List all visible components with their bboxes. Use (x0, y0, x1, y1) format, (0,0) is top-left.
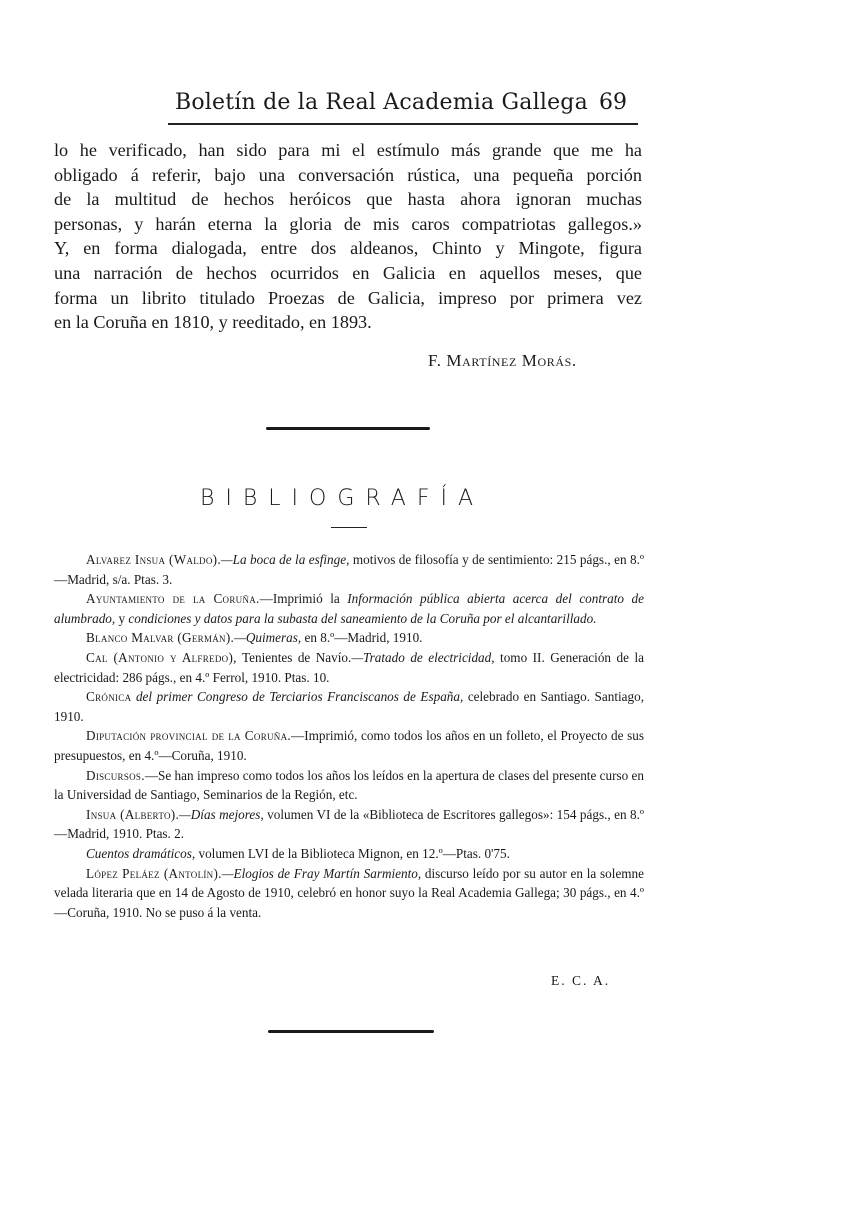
text-line: Y, en forma dialogada, entre dos aldeanos, Chinto y Mingote, figura (54, 238, 642, 259)
section-divider (266, 427, 430, 430)
entry-details: discurso leído por su autor en la solemne velada literaria que en 14 de Agosto de 1910, celebró en honor suyo la Real Academia Gallega; 30 págs., en 4.º—Coruña, 1910. No se puso á la venta. (54, 865, 644, 920)
entry-title: condiciones y datos para la subasta del saneamiento de la Coruña por el alcantarillado. (128, 610, 597, 626)
entry-details: volumen LVI de la Biblioteca Mignon, en 12.º—Ptas. 0'75. (195, 845, 510, 861)
entry-title: —La boca de la esfinge, (220, 552, 350, 567)
entry-author: Blanco Malvar (Germán). (86, 630, 235, 646)
entry-author: López Peláez (Antolín). (86, 865, 222, 881)
entry-details: en 8.º—Madrid, 1910. (301, 630, 423, 646)
text-line: forma un librito titulado Proezas de Galicia, impreso por primera vez (54, 287, 642, 308)
article-text (54, 138, 642, 335)
bibliography-entry (54, 766, 644, 805)
entry-details: celebrado en Santiago. Santiago, 1910. (54, 689, 645, 724)
entry-author: Discursos. (86, 767, 145, 783)
text-line: obligado á referir, bajo una conversación rústica, una pequeña porción (54, 164, 642, 185)
entry-author: Cal (Antonio y Alfredo), (86, 649, 237, 665)
bibliography-entry (54, 589, 644, 628)
header-rule (168, 123, 638, 125)
entry-details: motivos de filosofía y de sentimiento: 215 págs., en 8.º—Madrid, s/a. Ptas. 3. (54, 552, 644, 587)
bibliography-entry (54, 687, 644, 726)
entry-title: del primer Congreso de Terciarios Franciscanos de España, (131, 689, 464, 705)
text-line: lo he verificado, han sido para mi el estímulo más grande que me ha (54, 140, 642, 160)
bibliography-entry (54, 805, 644, 844)
entry-author: Insua (Alberto). (86, 806, 180, 822)
article-signature: F. Martínez Morás. (428, 351, 577, 370)
entry-author: Crónica (86, 689, 132, 705)
text-line: una narración de hechos ocurridos en Galicia en aquellos meses, que (54, 262, 642, 283)
entry-author: Ayuntamiento de la Coruña. (86, 591, 260, 607)
entry-title: Información pública abierta acerca del contrato de alumbrado, (54, 591, 644, 626)
bibliography-entry (54, 864, 644, 923)
bibliography-entry (54, 550, 644, 589)
entry-details: —Imprimió la (259, 591, 348, 607)
text-line: personas, y harán eterna la gloria de mis caros compatriotas gallegos.» (54, 213, 642, 234)
bibliography-entry (54, 648, 644, 687)
entry-title: Cuentos dramáticos, (86, 845, 196, 861)
entry-author: Diputación provincial de la Coruña. (86, 728, 292, 744)
entry-title: —Elogios de Fray Martín Sarmiento, (221, 865, 422, 881)
entry-details: y (115, 610, 129, 626)
page-number: 69 (599, 90, 627, 115)
bibliography-entry (54, 628, 644, 648)
end-divider (268, 1030, 434, 1033)
entry-title: —Días mejores, (179, 806, 264, 822)
entry-author: Alvarez Insua (Waldo). (86, 552, 221, 567)
entry-details: volumen VI de la «Biblioteca de Escritores gallegos»: 154 págs., en 8.º—Madrid, 1910. Ptas. 2. (54, 806, 645, 842)
entry-details: —Se han impreso como todos los años los leídos en la apertura de clases del presente curso en la Universidad de Santiago, Seminarios de la Región, etc. (54, 767, 644, 803)
title-underline (331, 527, 367, 528)
entry-details: —Imprimió, como todos los años en un folleto, el Proyecto de sus presupuestos, en 4.º—Coruña, 1910. (54, 728, 645, 763)
journal-title: Boletín de la Real Academia Gallega (175, 90, 588, 115)
entry-details: tomo II. Generación de la electricidad: 286 págs., en 4.º Ferrol, 1910. Ptas. 10. (54, 649, 644, 685)
bibliography-signature: E. C. A. (551, 973, 611, 988)
running-header (165, 86, 635, 122)
text-line: en la Coruña en 1810, y reeditado, en 1893. (54, 312, 372, 333)
bibliography-entry (54, 726, 644, 765)
entry-details: Tenientes de Navío. (236, 649, 352, 665)
bibliography-entry (54, 844, 644, 864)
bibliography-list (54, 550, 644, 922)
entry-title: —Quimeras, (234, 630, 302, 646)
article-paragraph (54, 138, 642, 335)
section-title: BIBLIOGRAFÍA (200, 486, 485, 511)
text-line: de la multitud de hechos heróicos que hasta ahora ignoran muchas (54, 189, 642, 210)
entry-title: —Tratado de electricidad, (351, 649, 495, 665)
